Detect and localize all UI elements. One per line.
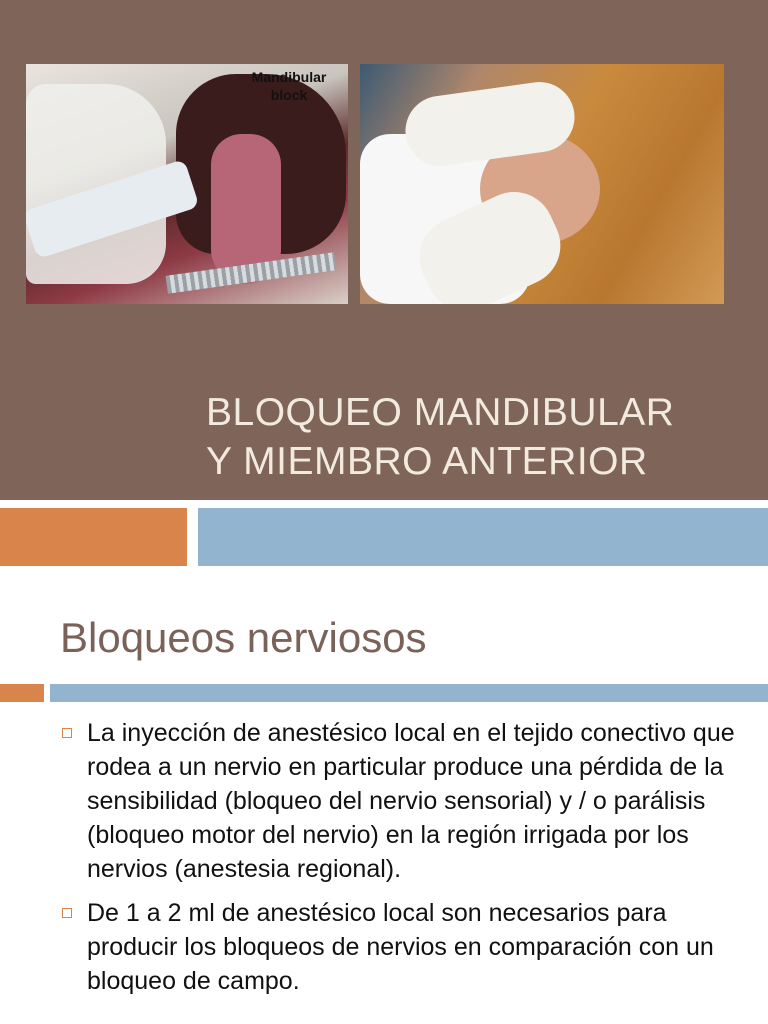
accent-bar-orange xyxy=(0,508,187,566)
bullet-item xyxy=(60,716,740,886)
photo-label-line-1: Mandibular xyxy=(251,69,327,85)
slide-title xyxy=(206,388,746,486)
bullet-item xyxy=(60,896,740,998)
hollow-square-bullet-icon xyxy=(62,908,72,918)
bullet-list xyxy=(60,716,740,1008)
bullet-text: De 1 a 2 ml de anestésico local son necesarios para producir los bloqueos de nervios en comparación con un bloqueo de campo. xyxy=(87,899,714,995)
slide-title-line-1: BLOQUEO MANDIBULAR xyxy=(206,391,675,434)
bullet-text: La inyección de anestésico local en el tejido conectivo que rodea a un nervio en particular produce una pérdida de la sensibilidad (bloqueo del nervio sensorial) y / o parálisis (bloqueo motor del nervio) en la región irrigada por los nervios (anestesia regional). xyxy=(87,719,735,883)
photo-label xyxy=(234,68,344,104)
hollow-square-bullet-icon xyxy=(62,728,72,738)
title-slide xyxy=(0,0,768,500)
divider-bar-orange xyxy=(0,684,44,702)
forelimb-block-photo xyxy=(360,64,724,304)
slide-title-line-2: Y MIEMBRO ANTERIOR xyxy=(206,440,648,483)
section-heading: Bloqueos nerviosos xyxy=(60,614,427,661)
photo-label-line-2: block xyxy=(270,87,308,103)
accent-bar-blue xyxy=(198,508,768,566)
divider-bar-blue xyxy=(50,684,768,702)
mandibular-block-photo xyxy=(26,64,348,304)
